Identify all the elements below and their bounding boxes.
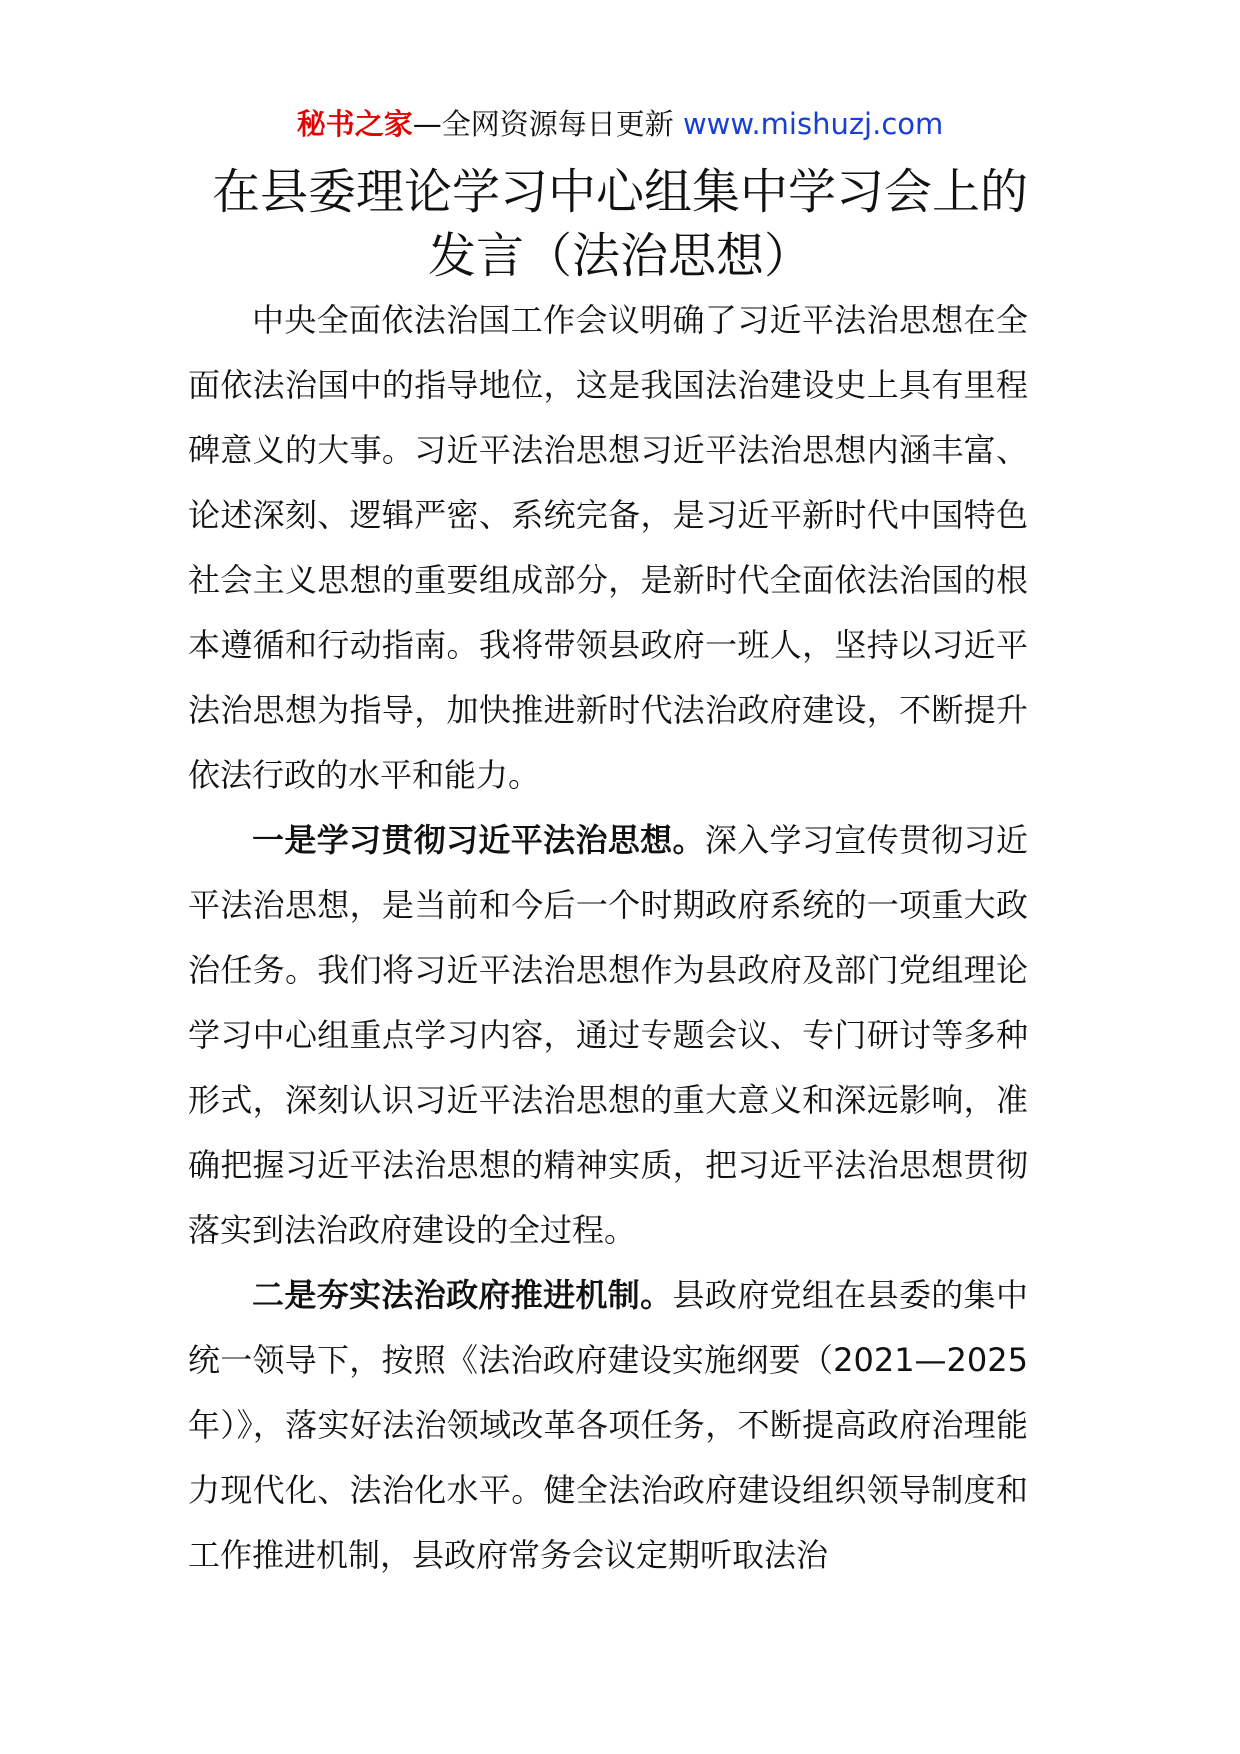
paragraph-point-2 <box>188 1263 1028 1588</box>
paragraph-lead: 一是学习贯彻习近平法治思想。 <box>252 821 705 859</box>
paragraph-intro <box>188 288 1028 808</box>
title-line-1: 在县委理论学习中心组集中学习会上的 <box>211 164 1028 220</box>
paragraph-text: 县政府党组在县委的集中统一领导下，按照《法治政府建设实施纲要（2021—2025年）》，落实好法治领域改革各项任务，不断提高政府治理能力现代化、法治化水平。健全法治政府建设组织领导制度和工作推进机制，县政府常务会议定期听取法治 <box>188 1276 1028 1574</box>
brand-name: 秘书之家 <box>296 107 413 141</box>
site-url-link[interactable]: www.mishuzj.com <box>682 107 944 141</box>
paragraph-text: 中央全面依法治国工作会议明确了习近平法治思想在全面依法治国中的指导地位，这是我国法治建设史上具有里程碑意义的大事。习近平法治思想习近平法治思想内涵丰富、论述深刻、逻辑严密、系统完备，是习近平新时代中国特色社会主义思想的重要组成部分，是新时代全面依法治国的根本遵循和行动指南。我将带领县政府一班人，坚持以习近平法治思想为指导，加快推进新时代法治政府建设，不断提升依法行政的水平和能力。 <box>188 301 1028 794</box>
site-header <box>0 102 1240 146</box>
paragraph-point-1 <box>188 808 1028 1263</box>
document-title <box>150 160 1090 288</box>
header-tagline: —全网资源每日更新 <box>412 107 674 141</box>
paragraph-lead: 二是夯实法治政府推进机制。 <box>252 1276 673 1314</box>
document-body <box>188 288 1028 1588</box>
title-line-2: 发言（法治思想） <box>427 228 812 284</box>
paragraph-text: 深入学习宣传贯彻习近平法治思想，是当前和今后一个时期政府系统的一项重大政治任务。我们将习近平法治思想作为县政府及部门党组理论学习中心组重点学习内容，通过专题会议、专门研讨等多种形式，深刻认识习近平法治思想的重大意义和深远影响，准确把握习近平法治思想的精神实质，把习近平法治思想贯彻落实到法治政府建设的全过程。 <box>188 821 1028 1249</box>
